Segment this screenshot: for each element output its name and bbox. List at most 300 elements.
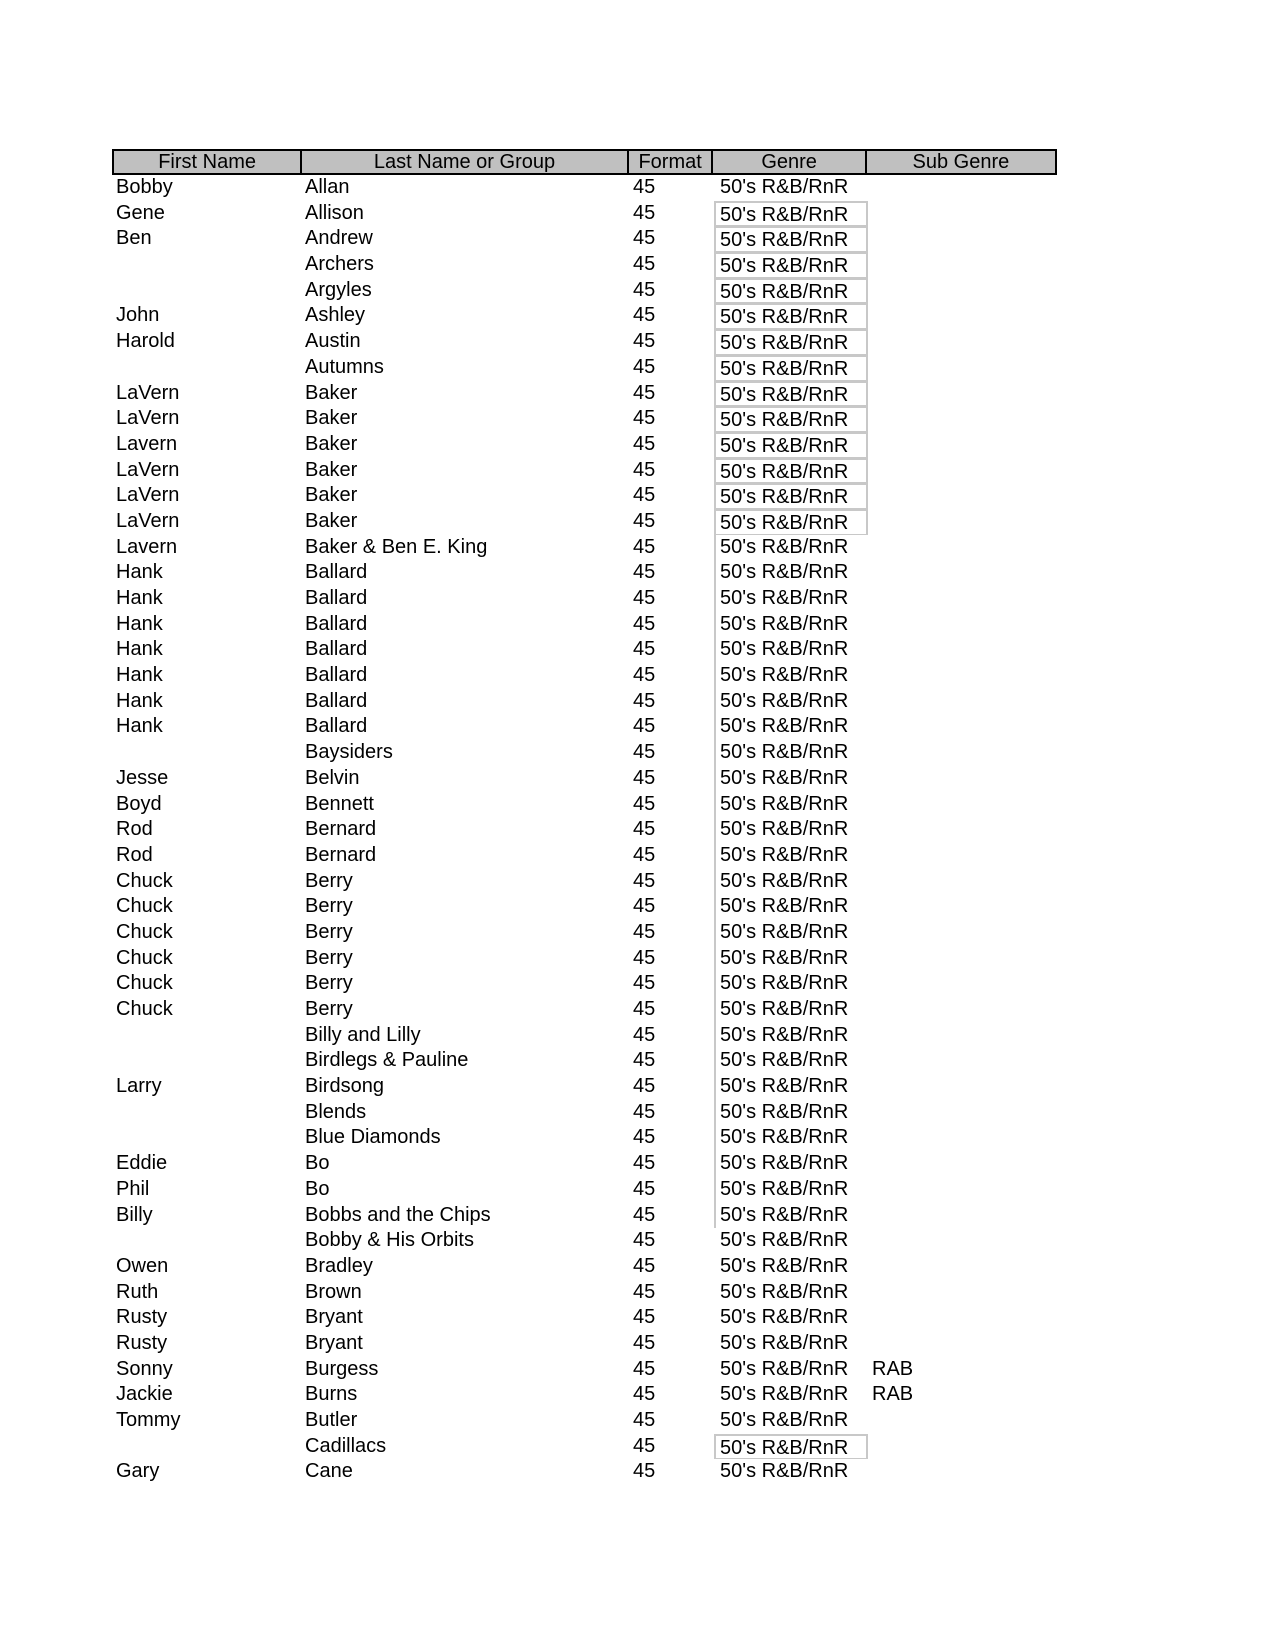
cell-last-name[interactable]: Birdsong [305, 1075, 384, 1098]
cell-format[interactable]: 45 [633, 843, 656, 866]
cell-sub-genre[interactable] [868, 663, 1057, 689]
cell-first-name[interactable]: Ben [116, 227, 152, 250]
cell-last-name[interactable]: Ballard [305, 638, 368, 661]
cell-last-name[interactable]: Baker & Ben E. King [305, 535, 488, 558]
cell-format[interactable]: 45 [633, 612, 656, 635]
cell-genre[interactable]: 50's R&B/RnR [720, 1306, 849, 1329]
header-format[interactable]: Format [629, 151, 714, 173]
table-row [112, 1434, 1057, 1460]
cell-last-name[interactable]: Ballard [305, 587, 368, 609]
cell-genre[interactable]: 50's R&B/RnR [714, 894, 868, 920]
cell-genre[interactable]: 50's R&B/RnR [714, 509, 868, 535]
header-first-name[interactable]: First Name [114, 151, 302, 173]
table-row [112, 1408, 1057, 1434]
cell-genre[interactable]: 50's R&B/RnR [714, 381, 868, 407]
cell-sub-genre[interactable] [868, 1408, 1057, 1434]
cell-sub-genre[interactable] [868, 637, 1057, 663]
cell-last-name[interactable]: Blue Diamonds [305, 1126, 441, 1149]
table-row [112, 201, 1057, 227]
cell-format[interactable]: 45 [633, 1383, 656, 1406]
cell-genre[interactable]: 50's R&B/RnR [720, 1383, 849, 1406]
table-row [112, 483, 1057, 509]
cell-format[interactable]: 45 [633, 1306, 656, 1329]
cell-format[interactable]: 45 [633, 432, 656, 455]
cell-first-name[interactable] [112, 1048, 301, 1074]
cell-format[interactable]: 45 [633, 1357, 656, 1380]
cell-sub-genre[interactable] [868, 1305, 1057, 1331]
cell-first-name[interactable] [112, 1228, 301, 1254]
cell-first-name[interactable]: Gene [116, 201, 165, 224]
cell-genre[interactable]: 50's R&B/RnR [720, 1254, 849, 1277]
cell-first-name[interactable]: Rod [116, 818, 153, 841]
cell-sub-genre[interactable] [868, 226, 1057, 252]
cell-format[interactable]: 45 [633, 407, 656, 430]
cell-genre[interactable]: 50's R&B/RnR [714, 1125, 868, 1151]
table-row [112, 894, 1057, 920]
cell-format[interactable]: 45 [633, 535, 656, 558]
cell-genre[interactable]: 50's R&B/RnR [714, 586, 868, 612]
cell-first-name[interactable]: Tommy [116, 1409, 181, 1431]
cell-first-name[interactable]: LaVern [116, 484, 180, 507]
cell-first-name[interactable]: Hank [116, 715, 163, 738]
cell-last-name[interactable]: Ballard [305, 561, 368, 584]
cell-sub-genre[interactable] [868, 817, 1057, 843]
cell-first-name[interactable] [112, 252, 301, 278]
header-genre[interactable]: Genre [713, 151, 866, 173]
cell-sub-genre[interactable] [868, 252, 1057, 278]
cell-genre[interactable]: 50's R&B/RnR [714, 1100, 868, 1126]
cell-sub-genre[interactable] [868, 920, 1057, 946]
cell-format[interactable]: 45 [633, 1434, 656, 1457]
cell-first-name[interactable]: Billy [116, 1203, 153, 1226]
cell-first-name[interactable]: Chuck [116, 920, 173, 943]
cell-last-name[interactable]: Baker [305, 458, 358, 481]
cell-first-name[interactable]: Rusty [116, 1306, 168, 1329]
table-row [112, 612, 1057, 638]
cell-format[interactable]: 45 [633, 355, 656, 378]
cell-genre[interactable]: 50's R&B/RnR [714, 843, 868, 869]
cell-last-name[interactable]: Autumns [305, 355, 384, 378]
cell-last-name[interactable]: Argyles [305, 278, 372, 301]
cell-last-name[interactable]: Birdlegs & Pauline [305, 1049, 469, 1072]
cell-format[interactable]: 45 [633, 998, 656, 1020]
header-sub-genre[interactable]: Sub Genre [912, 151, 1010, 173]
cell-sub-genre[interactable] [868, 586, 1057, 612]
cell-last-name[interactable]: Archers [305, 253, 374, 276]
cell-sub-genre[interactable] [868, 329, 1057, 355]
cell-format[interactable]: 45 [633, 1152, 656, 1175]
cell-format[interactable]: 45 [633, 176, 656, 198]
cell-sub-genre[interactable] [868, 612, 1057, 638]
cell-format[interactable]: 45 [633, 1023, 656, 1046]
cell-genre[interactable]: 50's R&B/RnR [714, 997, 868, 1023]
cell-last-name[interactable]: Berry [305, 869, 353, 892]
cell-sub-genre[interactable] [868, 869, 1057, 895]
cell-genre[interactable]: 50's R&B/RnR [714, 637, 868, 663]
cell-sub-genre[interactable] [868, 792, 1057, 818]
cell-last-name[interactable]: Baker [305, 381, 358, 404]
cell-genre[interactable]: 50's R&B/RnR [714, 1048, 868, 1074]
cell-format[interactable]: 45 [633, 484, 656, 507]
cell-last-name[interactable]: Bryant [305, 1331, 363, 1354]
cell-first-name[interactable]: Lavern [116, 432, 178, 455]
cell-first-name[interactable] [112, 1100, 301, 1126]
cell-genre[interactable]: 50's R&B/RnR [714, 689, 868, 715]
cell-format[interactable]: 45 [633, 946, 656, 969]
table-row [112, 792, 1057, 818]
table-row [112, 1382, 1057, 1408]
table-row [112, 329, 1057, 355]
cell-first-name[interactable]: Bobby [116, 176, 173, 198]
cell-format[interactable]: 45 [633, 1177, 656, 1200]
cell-genre[interactable]: 50's R&B/RnR [720, 1409, 849, 1431]
cell-last-name[interactable]: Bobby & His Orbits [305, 1229, 474, 1252]
cell-format[interactable]: 45 [633, 458, 656, 481]
cell-sub-genre[interactable] [868, 432, 1057, 458]
cell-genre[interactable]: 50's R&B/RnR [714, 329, 868, 355]
cell-format[interactable]: 45 [633, 561, 656, 584]
table-row [112, 432, 1057, 458]
cell-sub-genre[interactable] [868, 381, 1057, 407]
cell-sub-genre[interactable] [868, 1048, 1057, 1074]
cell-format[interactable]: 45 [633, 792, 656, 815]
cell-genre[interactable]: 50's R&B/RnR [714, 252, 868, 278]
cell-genre[interactable]: 50's R&B/RnR [714, 303, 868, 329]
cell-last-name[interactable]: Bo [305, 1152, 330, 1175]
cell-sub-genre[interactable] [868, 689, 1057, 715]
table-row [112, 714, 1057, 740]
cell-genre[interactable]: 50's R&B/RnR [714, 971, 868, 997]
cell-format[interactable]: 45 [633, 587, 656, 609]
table-row [112, 1254, 1057, 1280]
cell-sub-genre[interactable] [868, 1177, 1057, 1203]
cell-format[interactable]: 45 [633, 1280, 656, 1303]
cell-last-name[interactable]: Baker [305, 407, 358, 430]
table-row [112, 1331, 1057, 1357]
cell-first-name[interactable]: Hank [116, 689, 163, 712]
table-row [112, 637, 1057, 663]
cell-last-name[interactable]: Bennett [305, 792, 374, 815]
cell-sub-genre[interactable] [868, 1203, 1057, 1229]
table-row [112, 1228, 1057, 1254]
cell-format[interactable]: 45 [633, 664, 656, 687]
cell-format[interactable]: 45 [633, 741, 656, 764]
cell-genre[interactable]: 50's R&B/RnR [714, 432, 868, 458]
cell-format[interactable]: 45 [633, 1254, 656, 1277]
cell-last-name[interactable]: Baker [305, 484, 358, 507]
cell-first-name[interactable]: LaVern [116, 381, 180, 404]
cell-first-name[interactable]: Jackie [116, 1383, 173, 1406]
table-row [112, 406, 1057, 432]
cell-first-name[interactable]: Chuck [116, 946, 173, 969]
cell-genre[interactable]: 50's R&B/RnR [714, 201, 868, 227]
cell-last-name[interactable]: Cadillacs [305, 1434, 387, 1457]
cell-first-name[interactable] [112, 1023, 301, 1049]
cell-genre[interactable]: 50's R&B/RnR [714, 535, 868, 561]
cell-format[interactable]: 45 [633, 638, 656, 661]
cell-last-name[interactable]: Cane [305, 1460, 353, 1483]
cell-first-name[interactable]: Hank [116, 612, 163, 635]
cell-last-name[interactable]: Butler [305, 1409, 358, 1431]
table-row [112, 1048, 1057, 1074]
cell-format[interactable]: 45 [633, 818, 656, 841]
cell-first-name[interactable]: Rusty [116, 1331, 168, 1354]
cell-sub-genre[interactable] [868, 1280, 1057, 1306]
cell-genre[interactable]: 50's R&B/RnR [714, 946, 868, 972]
cell-genre[interactable]: 50's R&B/RnR [714, 612, 868, 638]
cell-last-name[interactable]: Andrew [305, 227, 373, 250]
cell-sub-genre[interactable] [868, 1459, 1057, 1485]
cell-genre[interactable]: 50's R&B/RnR [714, 740, 868, 766]
cell-first-name[interactable]: LaVern [116, 509, 180, 532]
cell-sub-genre[interactable] [868, 175, 1057, 201]
header-row [112, 149, 1057, 175]
cell-last-name[interactable]: Bernard [305, 843, 377, 866]
table-row [112, 355, 1057, 381]
cell-last-name[interactable]: Brown [305, 1280, 362, 1303]
cell-first-name[interactable] [112, 278, 301, 304]
cell-format[interactable]: 45 [633, 972, 656, 995]
cell-sub-genre[interactable] [868, 766, 1057, 792]
table-body [112, 175, 1057, 1485]
cell-sub-genre[interactable] [868, 406, 1057, 432]
cell-sub-genre[interactable] [868, 201, 1057, 227]
cell-format[interactable]: 45 [633, 509, 656, 532]
cell-format[interactable]: 45 [633, 253, 656, 276]
cell-first-name[interactable]: Jesse [116, 766, 169, 789]
cell-last-name[interactable]: Bradley [305, 1254, 373, 1277]
cell-genre[interactable]: 50's R&B/RnR [714, 817, 868, 843]
cell-genre[interactable]: 50's R&B/RnR [714, 1151, 868, 1177]
table-row [112, 1100, 1057, 1126]
cell-genre[interactable]: 50's R&B/RnR [714, 406, 868, 432]
cell-genre[interactable]: 50's R&B/RnR [714, 560, 868, 586]
cell-sub-genre[interactable] [868, 458, 1057, 484]
cell-last-name[interactable]: Bernard [305, 818, 377, 841]
cell-first-name[interactable]: Hank [116, 664, 163, 687]
cell-genre[interactable]: 50's R&B/RnR [720, 1280, 849, 1303]
cell-last-name[interactable]: Austin [305, 330, 361, 353]
cell-genre[interactable]: 50's R&B/RnR [714, 920, 868, 946]
cell-first-name[interactable]: Ruth [116, 1280, 159, 1303]
cell-genre[interactable]: 50's R&B/RnR [720, 1357, 849, 1380]
cell-first-name[interactable]: LaVern [116, 458, 180, 481]
cell-last-name[interactable]: Allan [305, 176, 350, 198]
table-row [112, 303, 1057, 329]
table-row [112, 869, 1057, 895]
table-row [112, 175, 1057, 201]
cell-sub-genre[interactable] [868, 1100, 1057, 1126]
cell-last-name[interactable]: Baker [305, 432, 358, 455]
cell-format[interactable]: 45 [633, 1409, 656, 1431]
cell-format[interactable]: 45 [633, 227, 656, 250]
table-row [112, 1151, 1057, 1177]
table-row [112, 817, 1057, 843]
cell-first-name[interactable]: Sonny [116, 1357, 173, 1380]
cell-first-name[interactable]: Lavern [116, 535, 178, 558]
cell-first-name[interactable]: Phil [116, 1177, 150, 1200]
cell-sub-genre[interactable] [868, 303, 1057, 329]
cell-format[interactable]: 45 [633, 1126, 656, 1149]
cell-first-name[interactable]: Chuck [116, 998, 173, 1020]
cell-sub-genre[interactable] [868, 483, 1057, 509]
cell-format[interactable]: 45 [633, 715, 656, 738]
cell-first-name[interactable] [112, 355, 301, 381]
cell-first-name[interactable] [112, 740, 301, 766]
cell-genre[interactable]: 50's R&B/RnR [714, 766, 868, 792]
cell-last-name[interactable]: Bo [305, 1177, 330, 1200]
cell-last-name[interactable]: Burns [305, 1383, 358, 1406]
cell-sub-genre[interactable] [868, 1125, 1057, 1151]
cell-first-name[interactable]: John [116, 304, 160, 327]
cell-first-name[interactable]: Gary [116, 1460, 160, 1483]
cell-sub-genre[interactable] [868, 1228, 1057, 1254]
spreadsheet-table [112, 149, 1057, 1485]
cell-sub-genre[interactable] [868, 894, 1057, 920]
table-row [112, 278, 1057, 304]
cell-last-name[interactable]: Ballard [305, 715, 368, 738]
cell-sub-genre[interactable] [868, 714, 1057, 740]
cell-format[interactable]: 45 [633, 381, 656, 404]
cell-sub-genre[interactable] [868, 1434, 1057, 1460]
cell-genre[interactable]: 50's R&B/RnR [714, 483, 868, 509]
cell-genre[interactable]: 50's R&B/RnR [714, 1074, 868, 1100]
cell-sub-genre[interactable] [868, 997, 1057, 1023]
cell-genre[interactable]: 50's R&B/RnR [714, 278, 868, 304]
cell-last-name[interactable]: Bobbs and the Chips [305, 1203, 491, 1226]
cell-sub-genre[interactable] [868, 971, 1057, 997]
cell-genre[interactable]: 50's R&B/RnR [720, 1331, 849, 1354]
cell-last-name[interactable]: Ashley [305, 304, 366, 327]
table-row [112, 586, 1057, 612]
cell-genre[interactable]: 50's R&B/RnR [714, 226, 868, 252]
cell-first-name[interactable]: Larry [116, 1075, 162, 1098]
cell-last-name[interactable]: Bryant [305, 1306, 363, 1329]
table-row [112, 997, 1057, 1023]
cell-sub-genre[interactable] [868, 535, 1057, 561]
cell-sub-genre[interactable] [868, 355, 1057, 381]
table-row [112, 971, 1057, 997]
cell-format[interactable]: 45 [633, 766, 656, 789]
cell-first-name[interactable]: Hank [116, 638, 163, 661]
table-row [112, 1023, 1057, 1049]
cell-format[interactable]: 45 [633, 1075, 656, 1098]
cell-format[interactable]: 45 [633, 869, 656, 892]
cell-genre[interactable]: 50's R&B/RnR [720, 176, 849, 198]
cell-genre[interactable]: 50's R&B/RnR [714, 355, 868, 381]
cell-format[interactable]: 45 [633, 1229, 656, 1252]
cell-format[interactable]: 45 [633, 201, 656, 224]
cell-last-name[interactable]: Berry [305, 998, 353, 1020]
cell-first-name[interactable]: Boyd [116, 792, 162, 815]
cell-sub-genre[interactable] [868, 843, 1057, 869]
cell-sub-genre[interactable]: RAB [872, 1383, 914, 1406]
cell-first-name[interactable]: Hank [116, 587, 163, 609]
cell-genre[interactable]: 50's R&B/RnR [714, 1023, 868, 1049]
cell-last-name[interactable]: Belvin [305, 766, 360, 789]
cell-format[interactable]: 45 [633, 1331, 656, 1354]
table-row [112, 766, 1057, 792]
cell-sub-genre[interactable] [868, 278, 1057, 304]
cell-last-name[interactable]: Allison [305, 201, 364, 224]
cell-sub-genre[interactable] [868, 509, 1057, 535]
cell-format[interactable]: 45 [633, 1100, 656, 1123]
cell-last-name[interactable]: Ballard [305, 664, 368, 687]
cell-last-name[interactable]: Baker [305, 509, 358, 532]
cell-format[interactable]: 45 [633, 278, 656, 301]
cell-first-name[interactable]: Chuck [116, 869, 173, 892]
cell-last-name[interactable]: Berry [305, 920, 353, 943]
cell-sub-genre[interactable] [868, 1331, 1057, 1357]
cell-first-name[interactable] [112, 1434, 301, 1460]
cell-format[interactable]: 45 [633, 1460, 656, 1483]
cell-sub-genre[interactable] [868, 1023, 1057, 1049]
cell-last-name[interactable]: Ballard [305, 612, 368, 635]
cell-last-name[interactable]: Blends [305, 1100, 367, 1123]
cell-last-name[interactable]: Berry [305, 972, 353, 995]
cell-format[interactable]: 45 [633, 330, 656, 353]
cell-format[interactable]: 45 [633, 1049, 656, 1072]
cell-sub-genre[interactable] [868, 946, 1057, 972]
cell-sub-genre[interactable] [868, 1151, 1057, 1177]
cell-format[interactable]: 45 [633, 1203, 656, 1226]
cell-genre[interactable]: 50's R&B/RnR [714, 792, 868, 818]
cell-genre[interactable]: 50's R&B/RnR [714, 458, 868, 484]
cell-last-name[interactable]: Berry [305, 946, 353, 969]
cell-first-name[interactable]: Eddie [116, 1152, 168, 1175]
table-row [112, 946, 1057, 972]
cell-format[interactable]: 45 [633, 304, 656, 327]
table-row [112, 560, 1057, 586]
cell-first-name[interactable]: Chuck [116, 895, 173, 918]
cell-first-name[interactable]: Chuck [116, 972, 173, 995]
cell-first-name[interactable] [112, 1125, 301, 1151]
header-last-name-or-group[interactable]: Last Name or Group [302, 151, 629, 173]
cell-genre[interactable]: 50's R&B/RnR [720, 1460, 849, 1483]
cell-last-name[interactable]: Burgess [305, 1357, 379, 1380]
cell-sub-genre[interactable] [868, 560, 1057, 586]
cell-sub-genre[interactable] [868, 1074, 1057, 1100]
cell-last-name[interactable]: Berry [305, 895, 353, 918]
cell-format[interactable]: 45 [633, 920, 656, 943]
cell-genre[interactable]: 50's R&B/RnR [714, 714, 868, 740]
cell-sub-genre[interactable]: RAB [872, 1357, 914, 1380]
cell-first-name[interactable]: Harold [116, 330, 175, 353]
cell-first-name[interactable]: Owen [116, 1254, 169, 1277]
table-row [112, 226, 1057, 252]
cell-first-name[interactable]: Hank [116, 561, 163, 584]
cell-first-name[interactable]: Rod [116, 843, 153, 866]
table-row [112, 1305, 1057, 1331]
cell-sub-genre[interactable] [868, 740, 1057, 766]
cell-format[interactable]: 45 [633, 689, 656, 712]
cell-genre[interactable]: 50's R&B/RnR [720, 1229, 849, 1252]
cell-last-name[interactable]: Baysiders [305, 741, 393, 764]
cell-sub-genre[interactable] [868, 1254, 1057, 1280]
table-row [112, 843, 1057, 869]
table-row [112, 1074, 1057, 1100]
cell-format[interactable]: 45 [633, 895, 656, 918]
cell-last-name[interactable]: Ballard [305, 689, 368, 712]
cell-genre[interactable]: 50's R&B/RnR [714, 1203, 868, 1229]
cell-genre[interactable]: 50's R&B/RnR [714, 1177, 868, 1203]
cell-last-name[interactable]: Billy and Lilly [305, 1023, 421, 1046]
cell-first-name[interactable]: LaVern [116, 407, 180, 430]
cell-genre[interactable]: 50's R&B/RnR [714, 663, 868, 689]
table-row [112, 1280, 1057, 1306]
cell-genre[interactable]: 50's R&B/RnR [714, 869, 868, 895]
cell-genre[interactable]: 50's R&B/RnR [714, 1434, 868, 1460]
